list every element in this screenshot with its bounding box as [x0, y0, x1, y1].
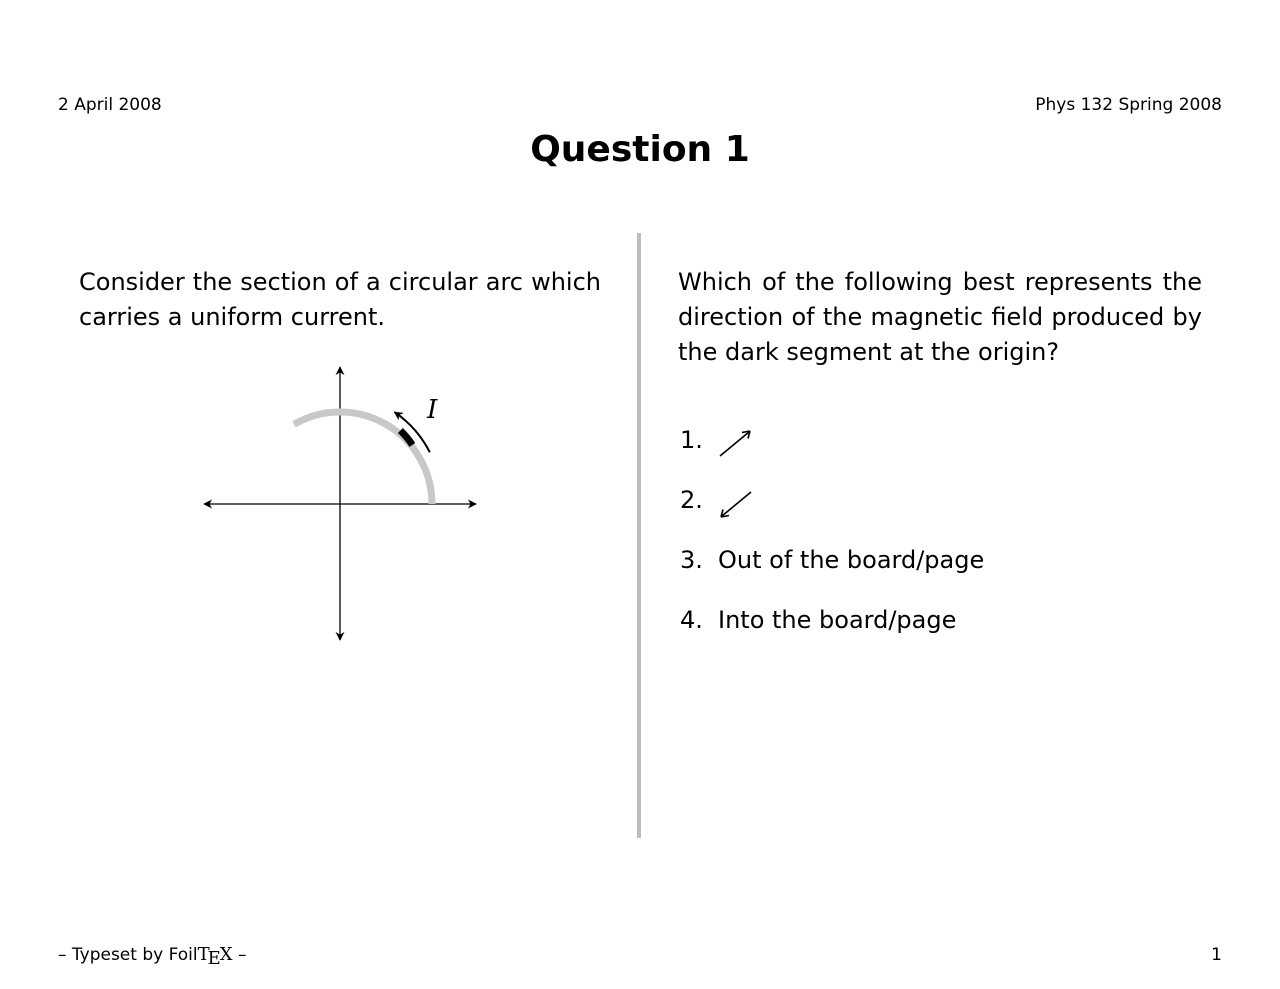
choices-list — [680, 420, 1200, 660]
choice-number: 1. — [680, 426, 703, 454]
choice-2[interactable] — [680, 480, 1200, 540]
header-course: Phys 132 Spring 2008 — [1035, 95, 1222, 115]
choice-1[interactable] — [680, 420, 1200, 480]
column-divider — [637, 233, 641, 838]
choice-text: Into the board/page — [718, 606, 957, 634]
tex-logo — [197, 944, 233, 969]
arc-diagram — [190, 355, 490, 650]
footer-suffix: – — [232, 945, 247, 965]
choice-3[interactable] — [680, 540, 1200, 600]
left-paragraph: Consider the section of a circular arc which carries a uniform current. — [79, 268, 601, 331]
choice-4[interactable] — [680, 600, 1200, 660]
choice-text: Out of the board/page — [718, 546, 985, 574]
choice-number: 3. — [680, 546, 703, 574]
tex-e: E — [207, 948, 221, 969]
header-date: 2 April 2008 — [58, 95, 162, 115]
tex-x: X — [219, 944, 233, 965]
footer-typeset — [58, 944, 247, 969]
choice-number: 4. — [680, 606, 703, 634]
arrow-down-left-icon — [716, 484, 756, 520]
tex-t: T — [197, 944, 210, 965]
current-label: I — [427, 395, 438, 425]
page-number: 1 — [1211, 945, 1222, 965]
footer-prefix: – Typeset by Foil — [58, 945, 198, 965]
choice-number: 2. — [680, 486, 703, 514]
right-paragraph: Which of the following best represents the direction of the magnetic field produced by the dark segment at the origin? — [678, 268, 1202, 366]
page-title: Question 1 — [530, 129, 750, 170]
arrow-up-right-icon — [716, 424, 756, 460]
